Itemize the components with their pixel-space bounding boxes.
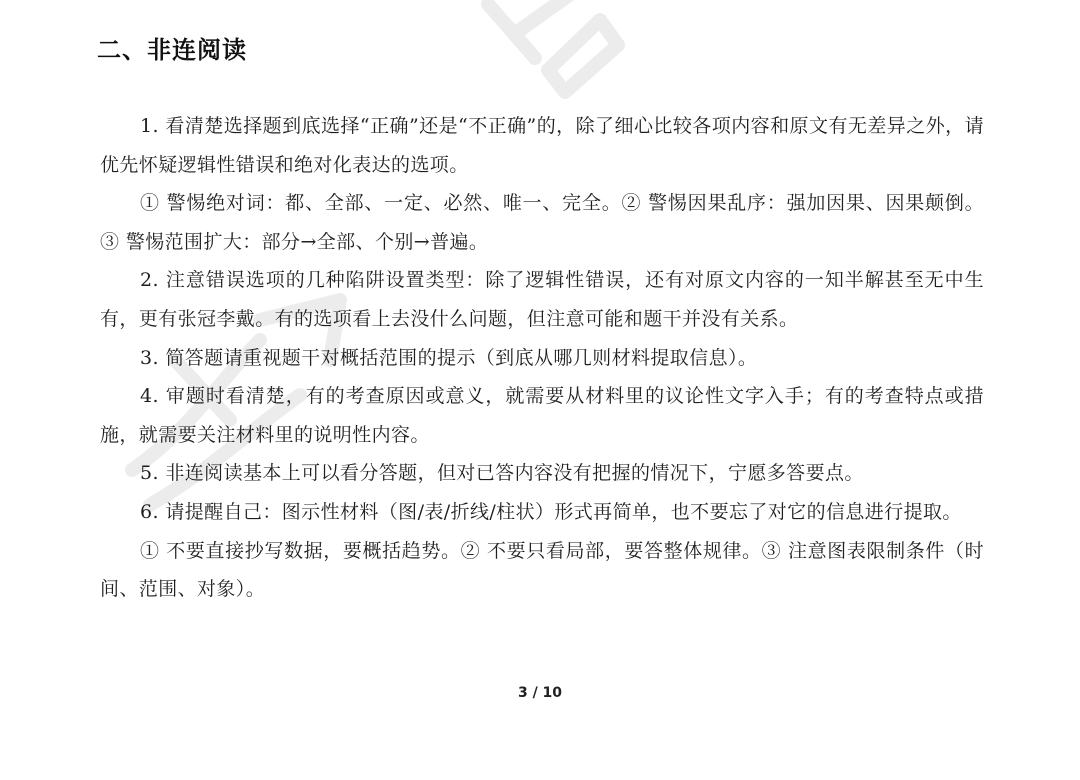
page-number: 3 / 10 (517, 685, 563, 701)
reading-tips-body (100, 107, 984, 609)
tip-paragraph-5: 5. 非连阅读基本上可以看分答题，但对已答内容没有把握的情况下，宁愿多答要点。 (140, 462, 864, 485)
tip-paragraph-2: 2. 注意错误选项的几种陷阱设置类型：除了逻辑性错误，还有对原文内容的一知半解甚至无中生有，更有张冠李戴。有的选项看上去没什么问题，但注意可能和题干并没有关系。 (100, 269, 984, 330)
tip-paragraph-6: 6. 请提醒自己：图示性材料（图/表/折线/柱状）形式再简单，也不要忘了对它的信息进行提取。 (140, 500, 962, 523)
tip-paragraph-1: 1. 看清楚选择题到底选择“正确”还是“不正确”的，除了细心比较各项内容和原文有无差异之外，请优先怀疑逻辑性错误和绝对化表达的选项。 (100, 115, 984, 176)
tip-paragraph-3: 3. 简答题请重视题干对概括范围的提示（到底从哪几则材料提取信息）。 (140, 346, 758, 369)
tip-paragraph-1-subpoints: ① 警惕绝对词：都、全部、一定、必然、唯一、完全。② 警惕因果乱序：强加因果、因果颠倒。③ 警惕范围扩大：部分→全部、个别→普遍。 (100, 192, 984, 253)
section-heading: 二、非连阅读 (97, 36, 247, 64)
tip-paragraph-6-subpoints: ① 不要直接抄写数据，要概括趋势。② 不要只看局部，要答整体规律。③ 注意图表限制条件（时间、范围、对象）。 (100, 539, 984, 601)
tip-paragraph-4: 4. 审题时看清楚，有的考查原因或意义，就需要从材料里的议论性文字入手；有的考查特点或措施，就需要关注材料里的说明性内容。 (100, 385, 984, 446)
